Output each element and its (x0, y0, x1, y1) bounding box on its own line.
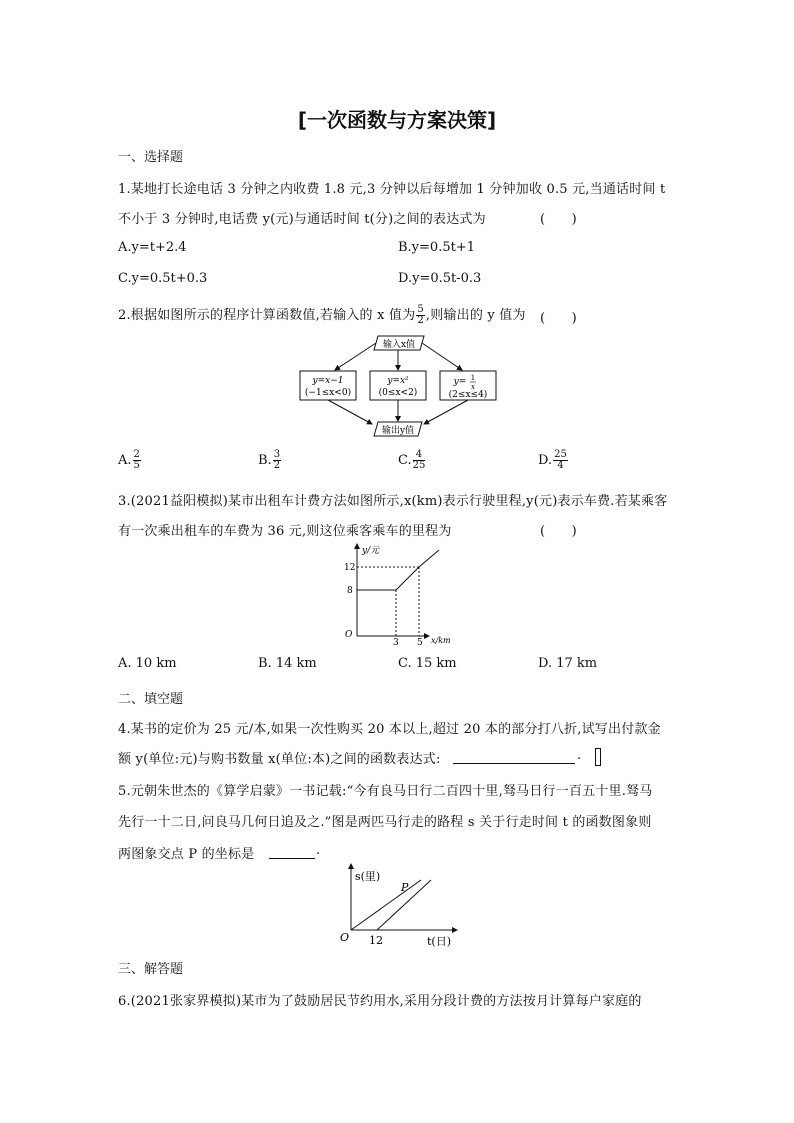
q1-option-a: A.y=t+2.4 (118, 240, 187, 255)
section-heading-fill: 二、填空题 (118, 692, 184, 707)
q5-horse-graph (335, 860, 465, 952)
q1-option-c: C.y=0.5t+0.3 (118, 271, 208, 286)
q2-option-d-den: 4 (557, 460, 564, 471)
q3-y-label: y/元 (362, 546, 380, 556)
q2-option-a-prefix: A. (118, 453, 132, 468)
q3-line2: 有一次乘出租车的车费为 36 元,则这位乘客乘车的里程为 (118, 524, 452, 539)
flow-arrow-6 (424, 400, 468, 424)
q3-y-tick-8: 8 (347, 586, 353, 596)
q2-option-a-num: 2 (133, 449, 140, 460)
q2-option-d-num: 25 (554, 449, 567, 460)
q3-option-a: A. 10 km (118, 656, 177, 671)
q5-x-label: t(日) (427, 935, 452, 948)
q3-line1: 3.(2021益阳模拟)某市出租车计费方法如图所示,x(km)表示行驶里程,y(元)表示车费.若某乘客 (118, 494, 668, 509)
q5-origin-label: O (340, 931, 350, 944)
flow-input-label: 输入x值 (382, 340, 416, 350)
q3-fare-graph (335, 540, 465, 650)
flow-box3-frac-den: x (471, 383, 475, 391)
q3-y-tick-12: 12 (344, 563, 356, 573)
flow-box2-line2: (0≤x<2) (378, 388, 418, 398)
flow-box3-frac-num: 1 (470, 374, 476, 382)
q2-option-a (118, 450, 142, 471)
q3-option-b: B. 14 km (258, 656, 317, 671)
flow-box1-line1: y=x−1 (312, 376, 344, 386)
q5-line1: 5.元朝朱世杰的《算学启蒙》一书记载:“今有良马日行二百四十里,驽马日行一百五十里.驽马 (118, 784, 653, 799)
q6-line1: 6.(2021张家界模拟)某市为了鼓励居民节约用水,采用分段计费的方法按月计算每户家庭的 (118, 994, 642, 1009)
q4-end: . (577, 748, 582, 763)
q4-line2: 额 y(单位:元)与购书数量 x(单位:本)之间的函数表达式: (118, 752, 441, 767)
q3-x-tick-3: 3 (393, 638, 399, 648)
flow-arrow-3 (422, 343, 462, 370)
page-title: [一次函数与方案决策] (297, 108, 497, 132)
section-heading-answer: 三、解答题 (118, 962, 184, 977)
q2-option-d-prefix: D. (538, 453, 553, 468)
flow-box1-line2: (−1≤x<0) (304, 388, 352, 398)
q5-y-label: s(里) (355, 870, 381, 883)
flow-output-label: 输出y值 (381, 426, 415, 436)
q2-post: ,则输出的 y 值为 (425, 308, 526, 323)
flow-box3-line1: y= (453, 377, 467, 387)
flow-box2-line1: y=x² (387, 376, 409, 386)
q3-x-tick-5: 5 (417, 638, 423, 648)
q5-answer-blank[interactable] (269, 858, 315, 859)
q1-answer-paren: ( ) (540, 212, 577, 227)
q1-option-d: D.y=0.5t-0.3 (398, 271, 482, 286)
flow-box3-line2: (2≤x≤4) (448, 390, 488, 400)
q1-option-b: B.y=0.5t+1 (398, 240, 475, 255)
q5-line3: 两图象交点 P 的坐标是 (118, 847, 255, 862)
flow-arrow-1 (335, 343, 376, 370)
q3-answer-paren: ( ) (540, 524, 577, 539)
q3-option-c: C. 15 km (398, 656, 457, 671)
q2-question (118, 304, 526, 326)
q5-end: . (316, 843, 321, 858)
q2-flowchart (290, 330, 510, 442)
q2-option-b-prefix: B. (258, 453, 272, 468)
q3-origin-label: O (345, 630, 353, 640)
q2-frac-den: 2 (417, 315, 424, 326)
q2-option-a-den: 5 (133, 460, 140, 471)
q2-option-b-den: 2 (273, 460, 281, 471)
q2-option-d (538, 450, 569, 471)
q2-option-c (398, 450, 426, 471)
q2-pre: 2.根据如图所示的程序计算函数值,若输入的 x 值为 (118, 308, 416, 323)
q3-option-d: D. 17 km (538, 656, 598, 671)
q2-option-c-prefix: C. (398, 453, 412, 468)
q2-option-c-den: 25 (412, 460, 426, 471)
q1-line2: 不小于 3 分钟时,电话费 y(元)与通话时间 t(分)之间的表达式为 (118, 212, 486, 227)
section-heading-choice: 一、选择题 (118, 150, 184, 165)
q2-input-fraction (416, 305, 425, 326)
q2-option-c-num: 4 (413, 450, 426, 461)
q1-line1: 1.某地打长途电话 3 分钟之内收费 1.8 元,3 分钟以后每增加 1 分钟加收 0.5 元,当通话时间 t (118, 182, 666, 197)
q4-line1: 4.某书的定价为 25 元/本,如果一次性购买 20 本以上,超过 20 本的部分打八折,试写出付款金 (118, 722, 661, 737)
q2-answer-paren: ( ) (540, 311, 577, 326)
q5-x-tick-12: 12 (369, 934, 383, 947)
q4-answer-blank[interactable] (453, 763, 575, 764)
q3-x-label: x/km (431, 636, 451, 645)
q3-fare-line (357, 550, 439, 590)
q2-option-b-num: 3 (273, 449, 281, 460)
q5-point-p: P (401, 881, 409, 894)
q2-frac-num: 5 (417, 304, 424, 315)
q5-line2: 先行一十二日,问良马几何日追及之.”图是两匹马行走的路程 s 关于行走时间 t 的函数图象则 (118, 815, 652, 830)
q5-slow-horse-line (351, 880, 421, 930)
bookmark-marker-icon (595, 748, 601, 766)
q2-option-b (258, 450, 282, 471)
flow-arrow-4 (328, 400, 372, 424)
